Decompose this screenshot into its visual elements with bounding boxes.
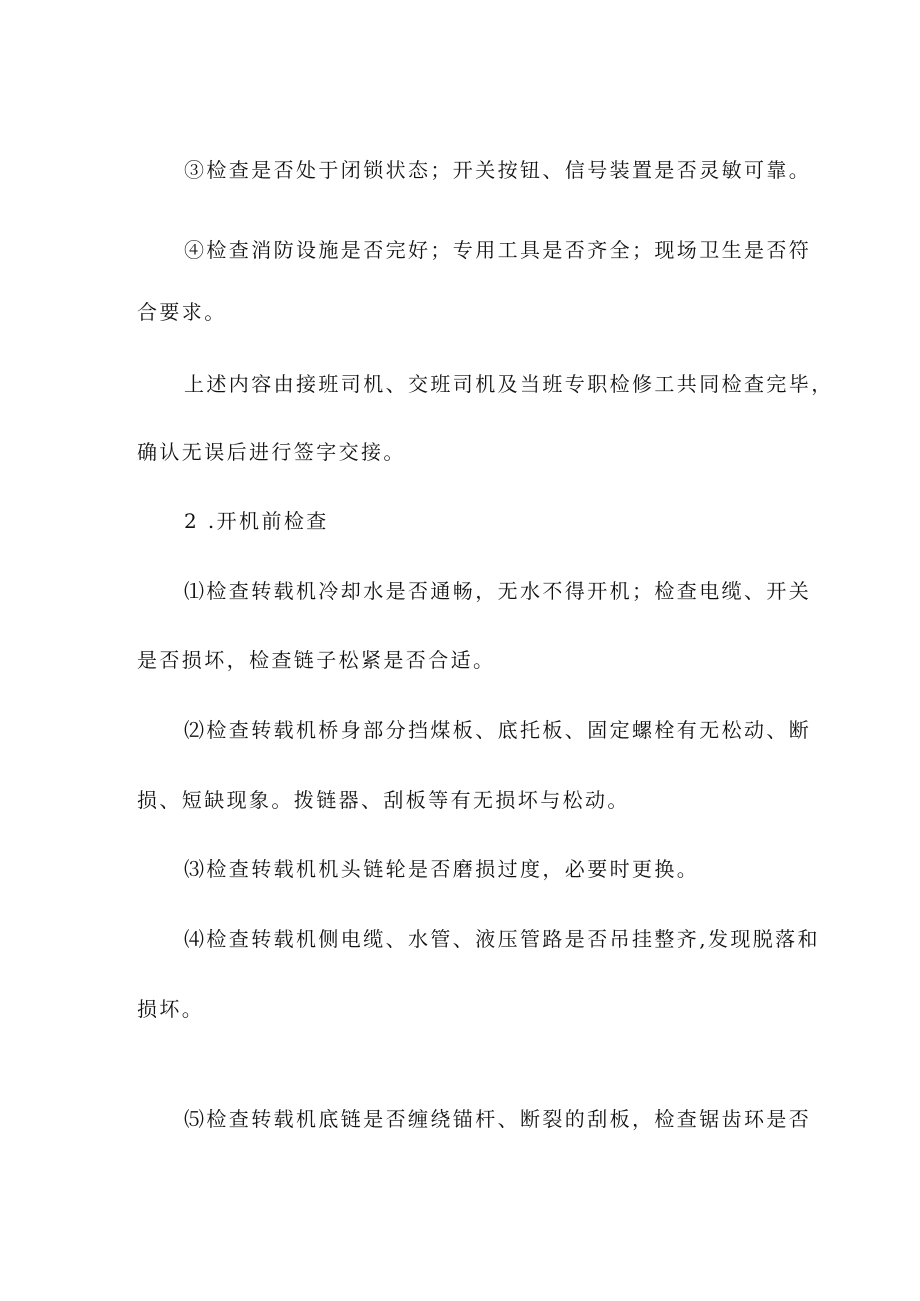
paragraph-line: ⑵检查转载机桥身部分挡煤板、底托板、固定螺栓有无松动、断 xyxy=(184,718,812,742)
paragraph-line: 合要求。 xyxy=(137,300,227,324)
paragraph-line: 上述内容由接班司机、交班司机及当班专职检修工共同检查完毕， xyxy=(184,372,834,396)
section-heading: 2 .开机前检查 xyxy=(184,509,329,533)
paragraph-line: ⑶检查转载机机头链轮是否磨损过度，必要时更换。 xyxy=(184,857,700,881)
paragraph-line: 是否损坏，检查链子松紧是否合适。 xyxy=(137,648,496,672)
paragraph-line: 损坏。 xyxy=(137,997,205,1021)
paragraph-line: ⑸检查转载机底链是否缠绕锚杆、断裂的刮板，检查锯齿环是否 xyxy=(184,1107,812,1131)
paragraph-line: 损、短缺现象。拨链器、刮板等有无损坏与松动。 xyxy=(137,788,630,812)
paragraph-line: ⑷检查转载机侧电缆、水管、液压管路是否吊挂整齐,发现脱落和 xyxy=(184,927,820,951)
paragraph-line: ③检查是否处于闭锁状态；开关按钮、信号装置是否灵敏可靠。 xyxy=(184,158,812,182)
paragraph-line: ④检查消防设施是否完好；专用工具是否齐全；现场卫生是否符 xyxy=(184,238,812,262)
paragraph-line: 确认无误后进行签字交接。 xyxy=(137,440,406,464)
paragraph-line: ⑴检查转载机冷却水是否通畅，无水不得开机；检查电缆、开关 xyxy=(184,579,812,603)
